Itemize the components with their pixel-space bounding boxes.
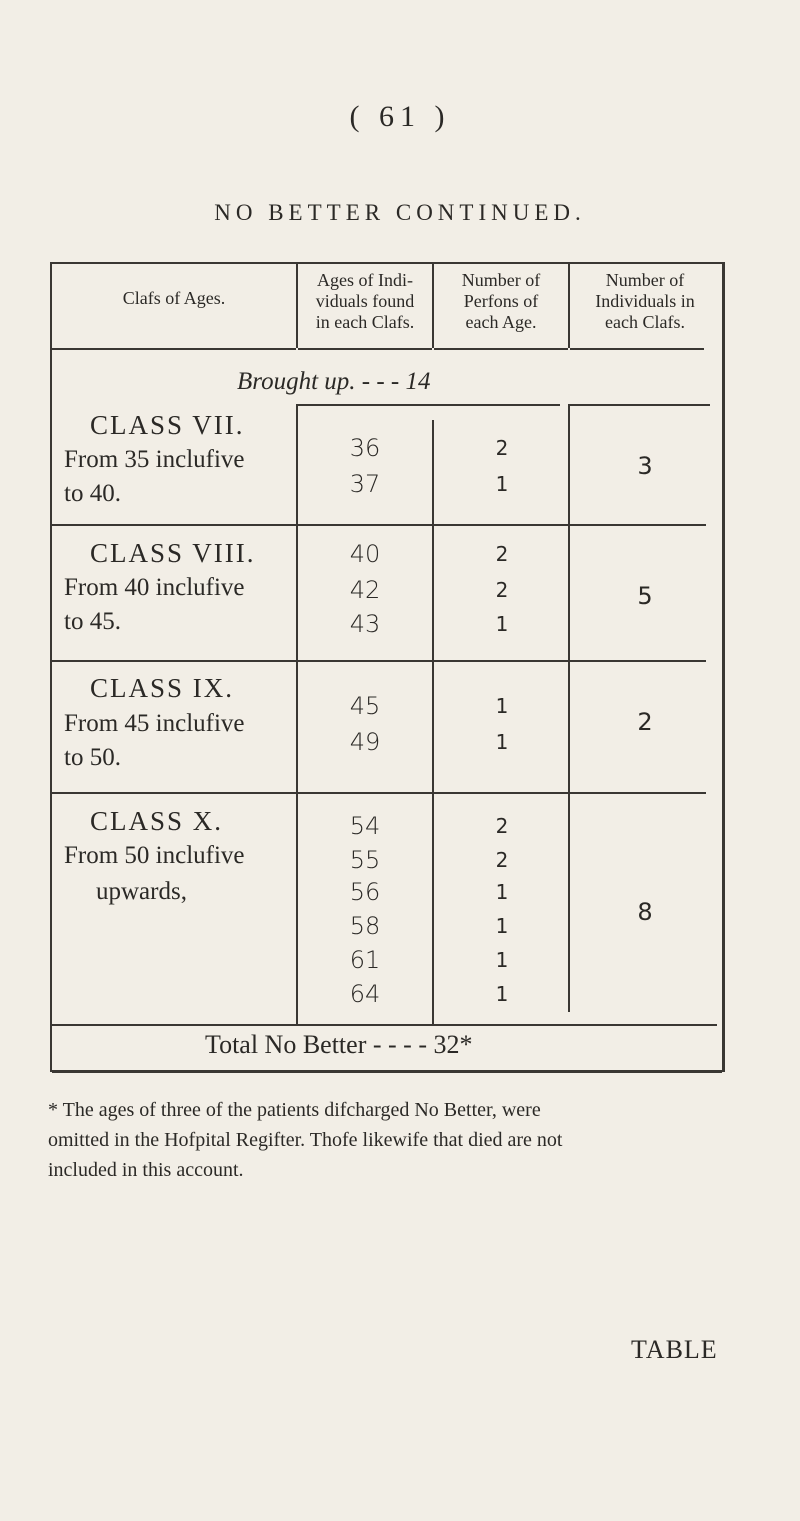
header-persons-per-age — [434, 270, 568, 333]
class-range: to 50. — [64, 744, 121, 771]
age-value: 40 — [349, 540, 381, 568]
footnote-line: * The ages of three of the patients difcharged No Better, were — [48, 1099, 541, 1121]
age-value: 54 — [349, 812, 381, 840]
header-persons-line: each Age. — [465, 312, 537, 332]
age-value: 55 — [349, 846, 381, 874]
class-total: 5 — [637, 582, 653, 610]
age-value: 58 — [349, 912, 381, 940]
person-count: 1 — [495, 694, 509, 718]
row-rule — [434, 348, 568, 350]
age-value: 42 — [349, 576, 381, 604]
header-ages-line: viduals found — [315, 291, 415, 311]
catchword: TABLE — [631, 1335, 718, 1364]
person-count: 1 — [495, 982, 509, 1006]
column-rule — [432, 264, 434, 348]
person-count: 2 — [495, 436, 509, 460]
class-range: From 40 inclufive — [64, 574, 245, 601]
age-value: 43 — [349, 610, 381, 638]
class-range: to 45. — [64, 608, 121, 635]
class-total: 3 — [637, 452, 653, 480]
age-value: 36 — [349, 434, 381, 462]
bottom-rule — [52, 1070, 722, 1073]
age-value: 49 — [349, 728, 381, 756]
header-ages-found — [298, 270, 432, 333]
class-total: 8 — [637, 898, 653, 926]
row-rule — [52, 348, 296, 350]
class-title: CLASS IX. — [90, 673, 235, 703]
person-count: 2 — [495, 542, 509, 566]
person-count: 1 — [495, 914, 509, 938]
header-individuals-per-class — [570, 270, 720, 333]
class-title: CLASS VII. — [90, 410, 245, 440]
row-rule — [298, 404, 560, 406]
class-total: 2 — [637, 708, 653, 736]
class-range: upwards, — [96, 878, 187, 905]
footnote-line: omitted in the Hofpital Regifter. Thofe likewife that died are not — [48, 1129, 563, 1151]
row-rule — [52, 792, 706, 794]
row-rule — [52, 524, 706, 526]
age-value: 37 — [349, 470, 381, 498]
footnote — [48, 1095, 748, 1185]
row-rule — [570, 404, 710, 406]
total-rule — [52, 1024, 717, 1026]
class-range: From 50 inclufive — [64, 842, 245, 869]
footnote-line: included in this account. — [48, 1159, 244, 1181]
page-number: ( 61 ) — [349, 100, 451, 133]
class-range: to 40. — [64, 480, 121, 507]
class-title: CLASS X. — [90, 806, 224, 836]
person-count: 1 — [495, 612, 509, 636]
age-value: 45 — [349, 692, 381, 720]
row-rule — [298, 348, 432, 350]
header-individuals-line: Individuals in — [595, 291, 695, 311]
person-count: 2 — [495, 848, 509, 872]
row-rule — [52, 660, 706, 662]
header-persons-line: Number of — [461, 270, 541, 290]
age-value: 61 — [349, 946, 381, 974]
class-range: From 35 inclufive — [64, 446, 245, 473]
header-ages-line: Ages of Indi- — [317, 270, 413, 290]
person-count: 1 — [495, 880, 509, 904]
header-persons-line: Perfons of — [463, 291, 539, 311]
page-heading: NO BETTER CONTINUED. — [214, 200, 586, 225]
person-count: 1 — [495, 472, 509, 496]
column-rule — [568, 264, 570, 348]
class-range: From 45 inclufive — [64, 710, 245, 737]
age-value: 64 — [349, 980, 381, 1008]
person-count: 1 — [495, 948, 509, 972]
age-value: 56 — [349, 878, 381, 906]
total-no-better: Total No Better - - - - 32* — [205, 1030, 473, 1059]
person-count: 2 — [495, 814, 509, 838]
person-count: 1 — [495, 730, 509, 754]
person-count: 2 — [495, 578, 509, 602]
header-individuals-line: each Clafs. — [605, 312, 685, 332]
row-rule — [570, 348, 704, 350]
column-rule — [296, 404, 298, 1024]
header-individuals-line: Number of — [605, 270, 685, 290]
header-ages-line: in each Clafs. — [315, 312, 415, 332]
brought-up-line: Brought up. - - - 14 — [237, 368, 431, 395]
column-rule — [296, 264, 298, 348]
header-class-label: Clafs of Ages. — [122, 288, 226, 308]
header-class-of-ages — [52, 288, 296, 309]
class-title: CLASS VIII. — [90, 538, 256, 568]
